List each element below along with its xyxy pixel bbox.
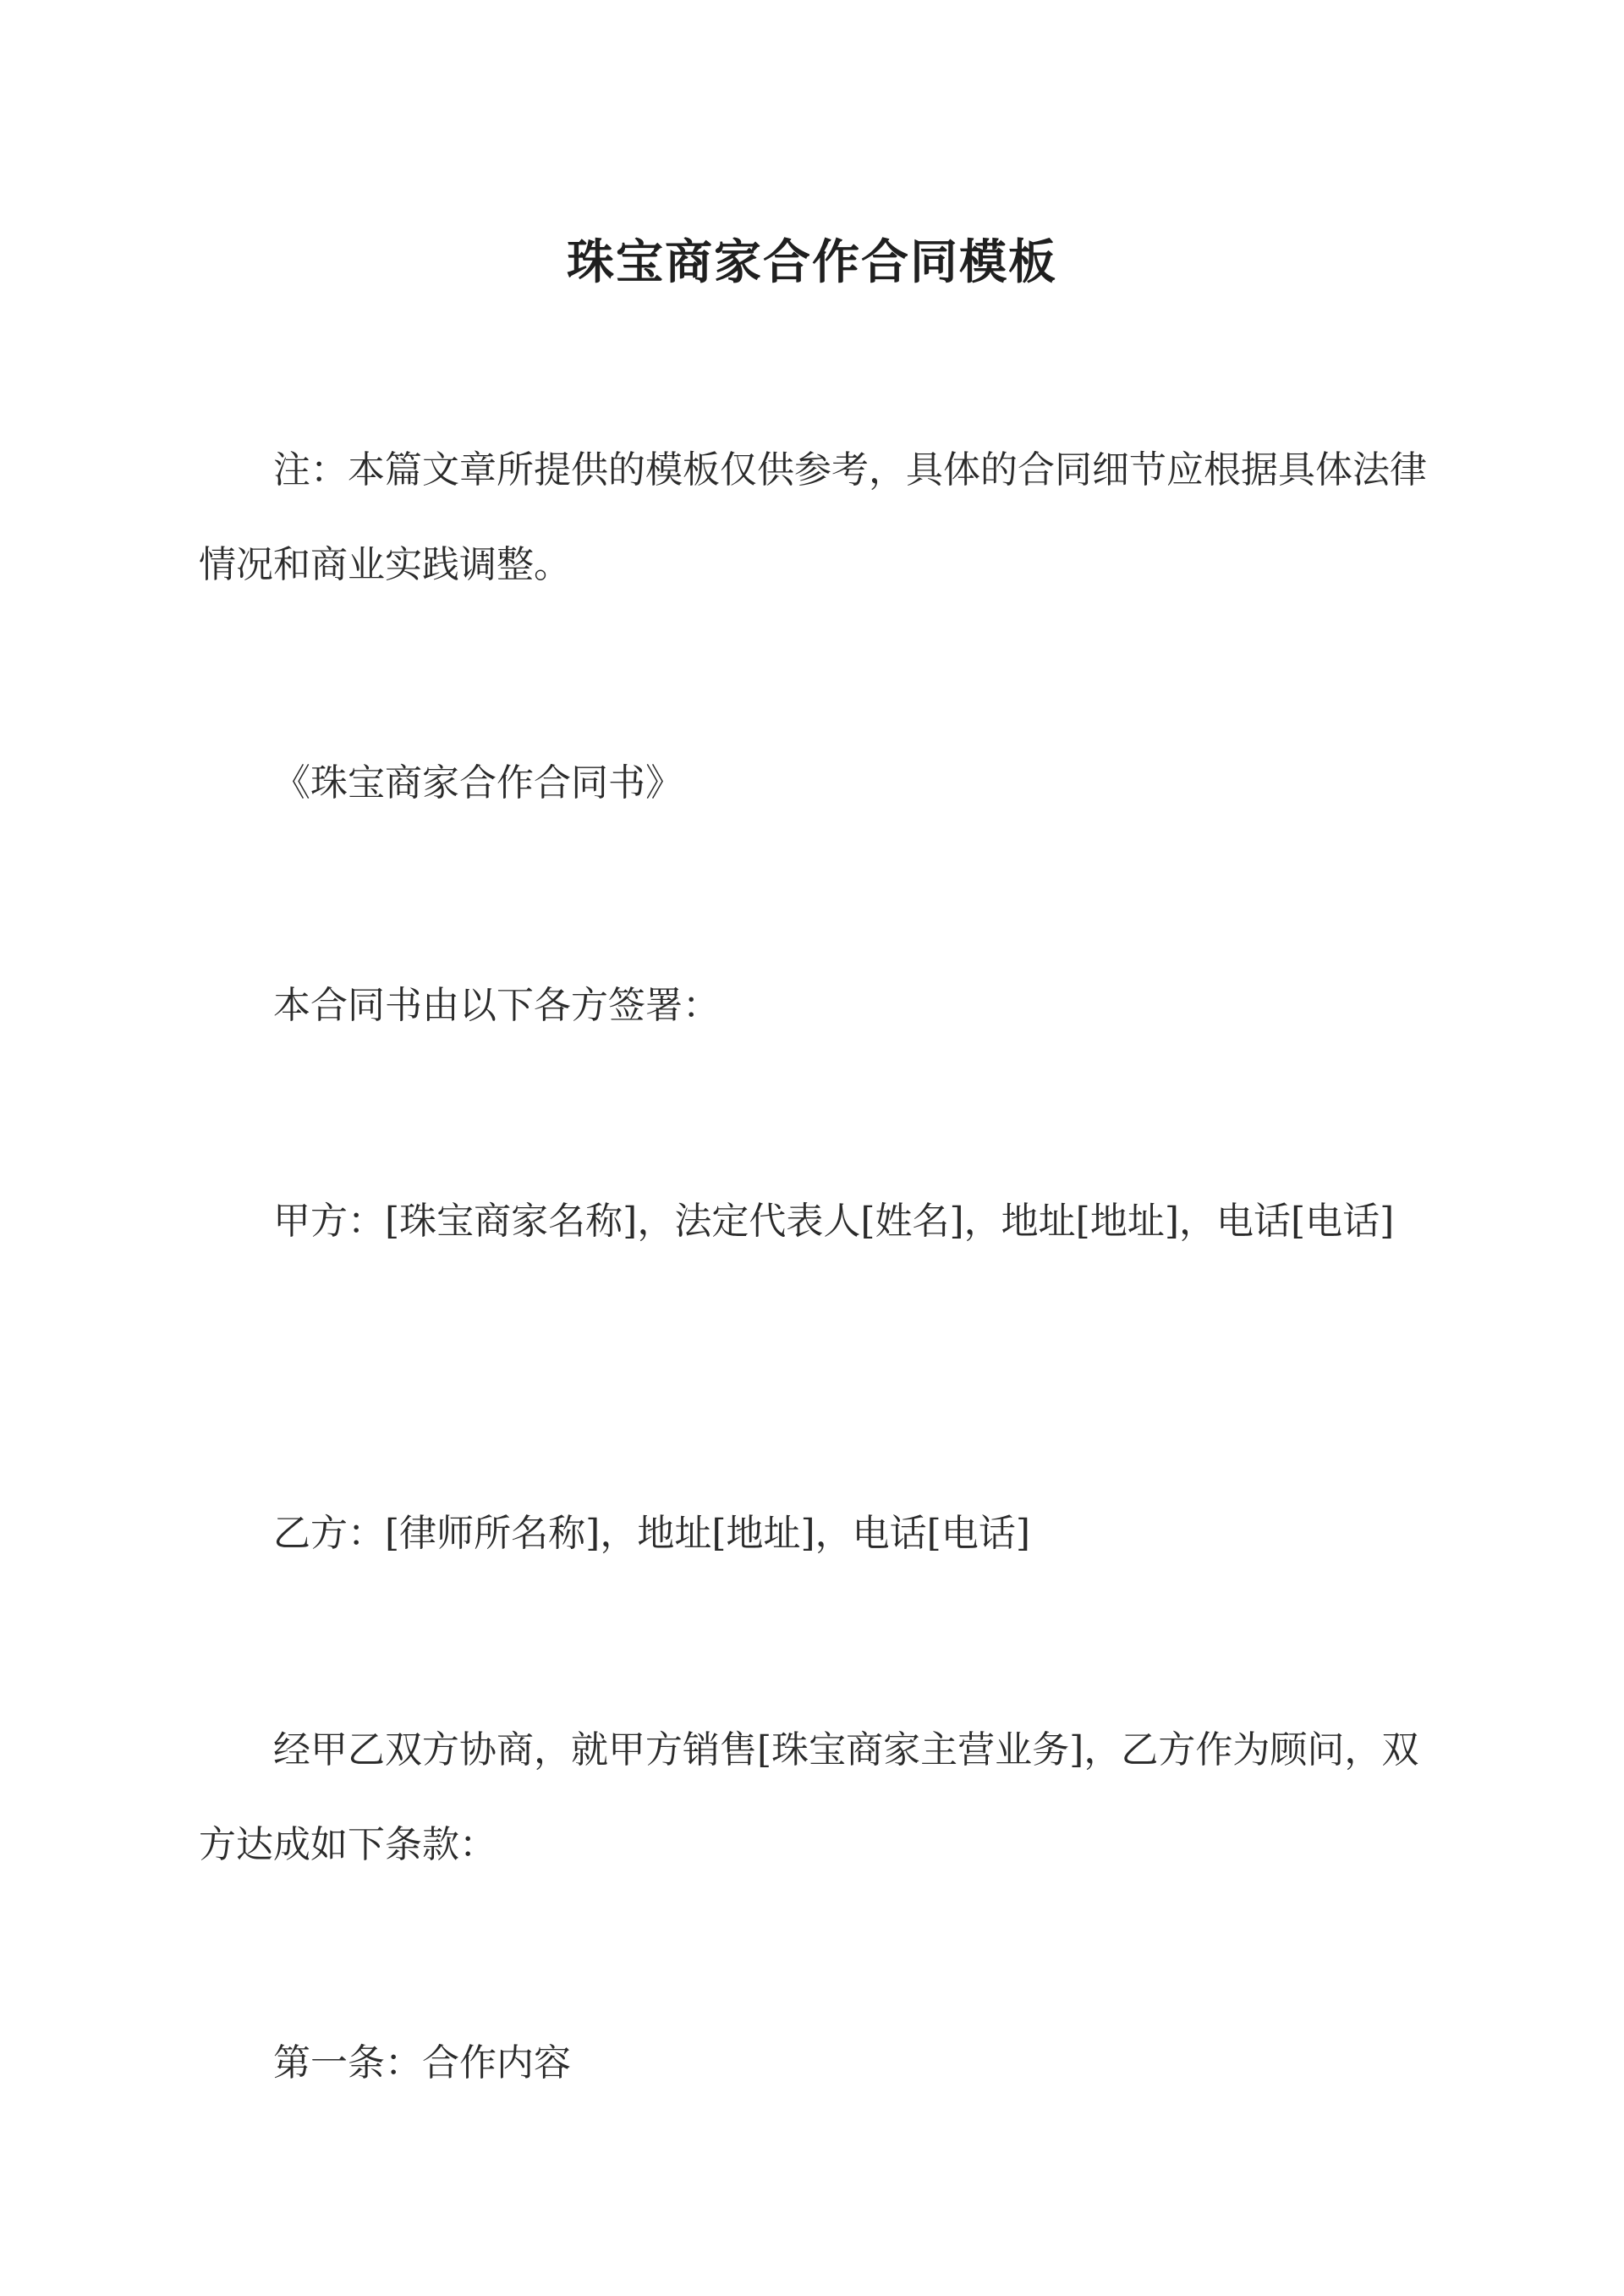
party-a-paragraph: 甲方：[珠宝商家名称]，法定代表人[姓名]，地址[地址]，电话[电话] — [273, 1200, 1395, 1243]
agreement-intro-paragraph: 经甲乙双方协商，就甲方销售[珠宝商家主营业务]，乙方作为顾问，双方达成如下条款： — [199, 1728, 1419, 1866]
note-paragraph: 注：本篇文章所提供的模板仅供参考，具体的合同细节应根据具体法律情况和商业实践调整。 — [199, 448, 1427, 586]
signatories-intro-paragraph: 本合同书由以下各方签署： — [273, 984, 720, 1027]
article-one-heading: 第一条：合作内容 — [273, 2041, 571, 2085]
contract-name-paragraph: 《珠宝商家合作合同书》 — [273, 761, 683, 805]
document-title: 珠宝商家合作合同模板 — [567, 233, 1057, 290]
party-b-paragraph: 乙方：[律师所名称]，地址[地址]，电话[电话] — [273, 1512, 1030, 1555]
